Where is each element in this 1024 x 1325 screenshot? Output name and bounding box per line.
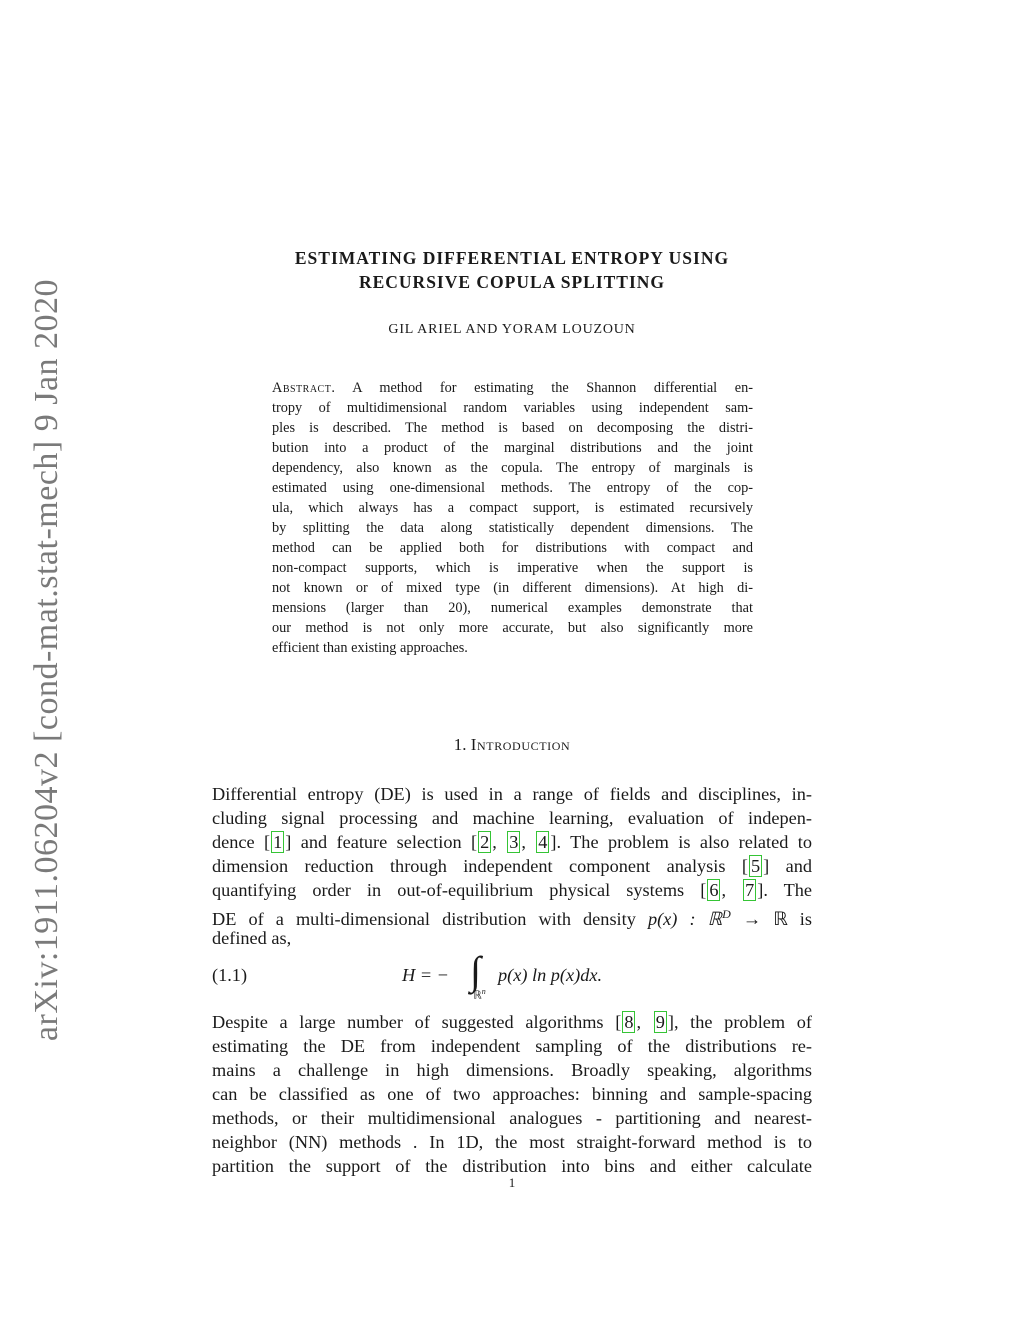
paragraph-line: methods, or their multidimensional analogues - partitioning and nearest- bbox=[212, 1108, 812, 1128]
citation-link[interactable]: 6 bbox=[709, 880, 719, 900]
abstract-line: method can be applied both for distributions with compact and bbox=[272, 540, 753, 556]
page-number: 1 bbox=[508, 1175, 516, 1190]
equation-1-1 bbox=[212, 948, 812, 1005]
integral-domain: ℝ$^n$ bbox=[473, 987, 486, 1002]
density-expression: p(x) : ℝ bbox=[647, 909, 723, 930]
author-list: GIL ARIEL AND YORAM LOUZOUN bbox=[388, 322, 636, 337]
abstract-line: dependency, also known as the copula. The entropy of marginals is bbox=[272, 460, 753, 476]
abstract-line: efficient than existing approaches. bbox=[272, 640, 468, 656]
paragraph-line: partition the support of the distribution into bins and either calculate bbox=[212, 1156, 812, 1176]
arxiv-identifier: arXiv:1911.06204v2 [cond-mat.stat-mech] 9 Jan 2020 bbox=[28, 278, 65, 1042]
section-heading-introduction bbox=[212, 735, 812, 755]
citation-link[interactable]: 9 bbox=[655, 1012, 665, 1032]
abstract bbox=[272, 378, 753, 658]
paragraph-line: dence [ 1 ] and feature selection [ 2 , 3 , 4 ]. The problem is also related to bbox=[212, 832, 812, 852]
citation-link[interactable]: 2 bbox=[480, 832, 490, 852]
paragraph-line: estimating the DE from independent sampling of the distributions re- bbox=[212, 1036, 812, 1056]
title-line-2: RECURSIVE COPULA SPLITTING bbox=[358, 272, 666, 292]
abstract-line: ula, which always has a compact support, is estimated recursively bbox=[272, 500, 753, 516]
citation-link[interactable]: 1 bbox=[273, 832, 283, 852]
abstract-line: mensions (larger than 20), numerical examples demonstrate that bbox=[272, 600, 753, 616]
paragraph-line: DE of a multi-dimensional distribution with density p(x) : ℝ$^D$ → ℝ is bbox=[212, 907, 813, 930]
abstract-line: tropy of multidimensional random variables using independent sam- bbox=[272, 400, 753, 416]
citation-link[interactable]: 7 bbox=[745, 880, 755, 900]
abstract-line: Abstract. A method for estimating the Shannon differential en- bbox=[272, 380, 753, 396]
intro-paragraph bbox=[212, 782, 812, 950]
paragraph-line: dimension reduction through independent component analysis [ 5 ] and bbox=[212, 856, 812, 876]
paragraph-line: can be classified as one of two approaches: binning and sample-spacing bbox=[212, 1084, 812, 1104]
paragraph-line: quantifying order in out-of-equilibrium physical systems [ 6 , 7 ]. The bbox=[212, 880, 813, 900]
paragraph-line: mains a challenge in high dimensions. Broadly speaking, algorithms bbox=[212, 1060, 812, 1080]
second-paragraph bbox=[212, 1010, 812, 1178]
citation-link[interactable]: 3 bbox=[509, 832, 519, 852]
abstract-line: not known or of mixed type (in different dimensions). At high di- bbox=[272, 580, 753, 596]
dimension-superscript: D bbox=[722, 907, 731, 921]
abstract-line: ples is described. The method is based on decomposing the distri- bbox=[272, 420, 753, 436]
paragraph-line: cluding signal processing and machine learning, evaluation of indepen- bbox=[212, 808, 812, 828]
equation-lhs: H = − bbox=[402, 965, 450, 985]
abstract-line: non-compact supports, which is imperative when the support is bbox=[272, 560, 753, 576]
abstract-line: bution into a product of the marginal distributions and the joint bbox=[272, 440, 753, 456]
paragraph-line: defined as, bbox=[212, 928, 292, 948]
paper-title bbox=[212, 246, 812, 294]
equation-label: (1.1) bbox=[212, 965, 248, 985]
section-title: Introduction bbox=[470, 735, 571, 754]
citation-link[interactable]: 8 bbox=[624, 1012, 634, 1032]
integral-sign: ∫ bbox=[470, 948, 481, 993]
abstract-line: by splitting the data along statistically dependent dimensions. The bbox=[272, 520, 753, 536]
citation-link[interactable]: 5 bbox=[750, 856, 761, 876]
equation-integrand: p(x) ln p(x)dx. bbox=[498, 965, 603, 985]
paragraph-line: Differential entropy (DE) is used in a range of fields and disciplines, in- bbox=[212, 784, 812, 804]
abstract-label: Abstract. bbox=[272, 380, 336, 396]
paragraph-line: neighbor (NN) methods . In 1D, the most straight-forward method is to bbox=[212, 1132, 812, 1152]
title-line-1: ESTIMATING DIFFERENTIAL ENTROPY USING bbox=[294, 248, 730, 268]
abstract-line: estimated using one-dimensional methods. The entropy of the cop- bbox=[272, 480, 753, 496]
paragraph-line: Despite a large number of suggested algorithms [ 8 , 9 ], the problem of bbox=[212, 1012, 812, 1032]
abstract-line: our method is not only more accurate, but also significantly more bbox=[272, 620, 753, 636]
section-number: 1. bbox=[453, 735, 467, 754]
citation-link[interactable]: 4 bbox=[538, 832, 548, 852]
